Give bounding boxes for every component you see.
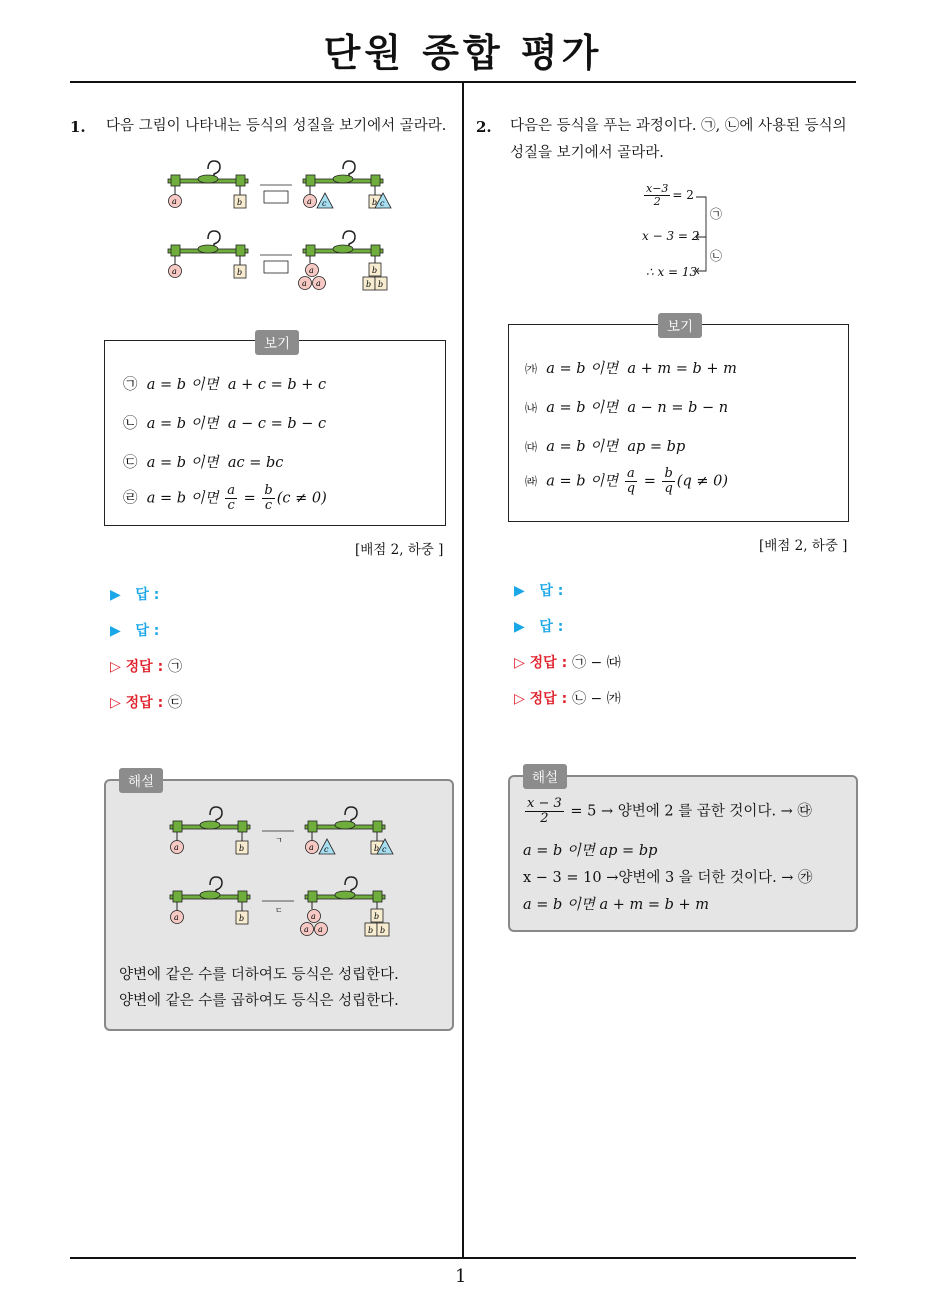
arrow-mark-1: ㄱ bbox=[275, 836, 283, 845]
svg-text:b: b bbox=[237, 198, 243, 207]
svg-text:b: b bbox=[374, 844, 380, 853]
q2-correct-2: ▷ 정답 : ㉡ − ㈎ bbox=[514, 691, 621, 707]
q1-score: [배점 2, 하중 ] bbox=[355, 542, 444, 558]
svg-text:a: a bbox=[311, 912, 316, 921]
q1-number: 1. bbox=[70, 118, 86, 136]
q2-process-arrows bbox=[692, 193, 712, 275]
q2-process bbox=[640, 183, 750, 283]
svg-text:a: a bbox=[172, 267, 177, 276]
q2-solution-label: 해설 bbox=[523, 764, 567, 789]
q1-solution-box bbox=[104, 779, 454, 1031]
q1-solution-label: 해설 bbox=[119, 768, 163, 793]
hanger-icon bbox=[299, 231, 388, 290]
q2-solution-line-3: x − 3 = 10 →양변에 3 을 더한 것이다. → ㉮ bbox=[523, 870, 813, 886]
svg-text:a: a bbox=[316, 279, 321, 288]
svg-text:c: c bbox=[382, 845, 387, 854]
q1-text: 다음 그림이 나타내는 등식의 성질을 보기에서 골라라. bbox=[106, 118, 447, 134]
svg-text:b: b bbox=[239, 914, 245, 923]
q2-solution-line-2: a = b 이면 ap = bp bbox=[523, 843, 658, 859]
q1-correct-2: ▷ 정답 : ㉢ bbox=[110, 695, 183, 711]
q1-answer-2: ▶ 답 : bbox=[110, 623, 160, 639]
svg-text:a: a bbox=[302, 279, 307, 288]
q1-solution-line-1: 양변에 같은 수를 더하여도 등식은 성립한다. bbox=[119, 967, 399, 983]
svg-text:a: a bbox=[174, 843, 179, 852]
svg-text:b: b bbox=[374, 912, 380, 921]
svg-text:c: c bbox=[322, 199, 327, 208]
bottom-rule bbox=[70, 1257, 856, 1259]
q2-step-3: ∴ x = 13 bbox=[646, 265, 698, 279]
q2-mark-1: ㉠ bbox=[710, 207, 723, 221]
q1-hanger-figure bbox=[160, 155, 400, 300]
svg-text:b: b bbox=[366, 280, 372, 289]
svg-text:a: a bbox=[304, 925, 309, 934]
svg-text:b: b bbox=[237, 268, 243, 277]
svg-text:c: c bbox=[324, 845, 329, 854]
q2-bogi-box bbox=[508, 324, 849, 522]
q2-step-2: x − 3 = 2 bbox=[642, 229, 700, 243]
q2-solution-line-4: a = b 이면 a + m = b + m bbox=[523, 897, 710, 913]
q2-solution-line-1: $\frac{x - 3}{2}$ = 5 → 양변에 2 를 곱한 것이다. → ㉰ bbox=[527, 796, 812, 826]
svg-text:b: b bbox=[372, 198, 378, 207]
svg-text:a: a bbox=[174, 913, 179, 922]
page-number: 1 bbox=[455, 1266, 467, 1287]
svg-text:c: c bbox=[380, 199, 385, 208]
q1-option-1: ㉠ a = b 이면 a + c = b + c bbox=[123, 377, 327, 393]
q1-bogi-box bbox=[104, 340, 446, 526]
svg-text:b: b bbox=[368, 926, 374, 935]
q2-option-1: ㈎ a = b 이면 a + m = b + m bbox=[525, 361, 737, 377]
q1-solution-figure bbox=[162, 801, 402, 946]
q1-option-2: ㉡ a = b 이면 a − c = b − c bbox=[123, 416, 327, 432]
q2-text-line-2: 성질을 보기에서 골라라. bbox=[510, 145, 664, 161]
q2-step-1: $\frac{x-3}{2}$ = 2 bbox=[646, 182, 694, 208]
q2-text-line-1: 다음은 등식을 푸는 과정이다. ㉠, ㉡에 사용된 등식의 bbox=[510, 118, 847, 134]
q2-mark-2: ㉡ bbox=[710, 249, 723, 263]
hanger-icon bbox=[168, 161, 248, 208]
svg-text:a: a bbox=[307, 197, 312, 206]
q1-option-4: ㉣ a = b 이면 $\frac{a}{c}$ = $\frac{b}{c}$ (c ≠ 0) bbox=[123, 483, 327, 513]
q1-option-3: ㉢ a = b 이면 ac = bc bbox=[123, 455, 284, 471]
arrow-mark-2: ㄷ bbox=[275, 906, 283, 915]
q2-score: [배점 2, 하중 ] bbox=[759, 538, 848, 554]
q1-bogi-label: 보기 bbox=[255, 330, 299, 355]
q1-solution-line-2: 양변에 같은 수를 곱하여도 등식은 성립한다. bbox=[119, 993, 399, 1009]
q1-answer-1: ▶ 답 : bbox=[110, 587, 160, 603]
q2-option-4: ㈑ a = b 이면 $\frac{a}{q}$ = $\frac{b}{q}$ (q ≠ 0) bbox=[525, 466, 728, 496]
q2-option-3: ㈐ a = b 이면 ap = bp bbox=[525, 439, 686, 455]
svg-text:b: b bbox=[239, 844, 245, 853]
q2-number: 2. bbox=[476, 118, 492, 136]
svg-text:a: a bbox=[172, 197, 177, 206]
q2-answer-1: ▶ 답 : bbox=[514, 583, 564, 599]
hanger-icon bbox=[303, 161, 391, 208]
svg-text:a: a bbox=[318, 925, 323, 934]
hanger-icon bbox=[168, 231, 248, 278]
q2-answer-2: ▶ 답 : bbox=[514, 619, 564, 635]
column-divider bbox=[462, 82, 464, 1258]
svg-text:b: b bbox=[372, 266, 378, 275]
svg-text:b: b bbox=[378, 280, 384, 289]
svg-text:a: a bbox=[309, 843, 314, 852]
q2-correct-1: ▷ 정답 : ㉠ − ㈐ bbox=[514, 655, 621, 671]
svg-text:a: a bbox=[309, 266, 314, 275]
q2-option-2: ㈏ a = b 이면 a − n = b − n bbox=[525, 400, 729, 416]
page-title: 단원 종합 평가 bbox=[323, 31, 603, 75]
q1-correct-1: ▷ 정답 : ㉠ bbox=[110, 659, 183, 675]
q2-solution-box bbox=[508, 775, 858, 932]
svg-text:b: b bbox=[380, 926, 386, 935]
q2-bogi-label: 보기 bbox=[658, 313, 702, 338]
